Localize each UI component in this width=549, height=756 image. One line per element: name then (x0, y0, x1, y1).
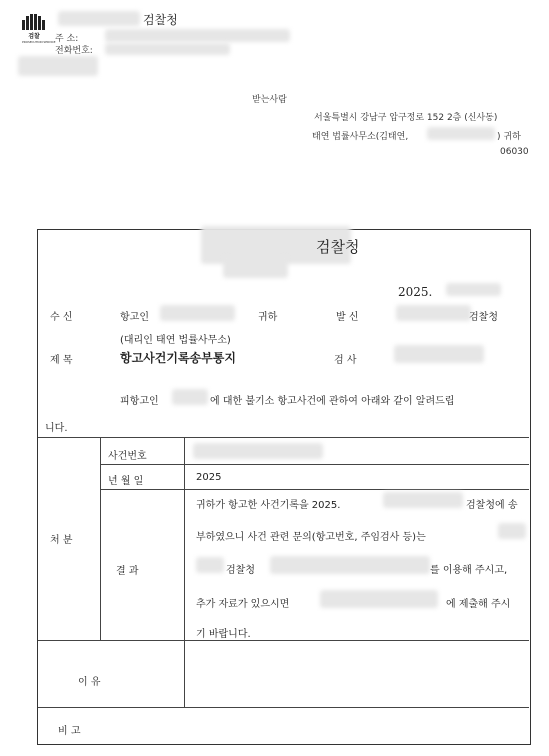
prosecution-logo (22, 14, 56, 50)
subject-value: 항고사건기록송부통지 (120, 351, 236, 365)
body-line2: 니다. (45, 423, 68, 434)
body-line1-end: 에 대한 불기소 항고사건에 관하여 아래와 같이 알려드립 (210, 396, 455, 407)
form-title: 검찰청 (316, 238, 360, 256)
recipient-row-label: 수 신 (50, 312, 73, 323)
notice-form (37, 229, 531, 745)
form-date: 2025. (398, 285, 433, 299)
result-line3-a: 검찰청 (226, 565, 255, 576)
sender-label: 발 신 (336, 312, 359, 323)
logo-subtext: PROSECUTION SERVICE (22, 40, 56, 44)
date-value: 2025 (196, 472, 222, 483)
result-label: 결 과 (116, 566, 139, 577)
recipient-row-value: 항고인 (120, 312, 149, 323)
reason-label: 이 유 (78, 677, 101, 688)
recipient-honorific: 귀하 (258, 312, 278, 323)
logo-bars-icon (22, 14, 46, 30)
sender-value: 검찰청 (469, 312, 498, 323)
recipient-address: 서울특별시 강남구 압구정로 152 2층 (신사동) (314, 113, 498, 123)
result-line5-a: 기 바랍니다. (196, 629, 251, 640)
result-line4-a: 추가 자료가 있으시면 (196, 599, 290, 610)
result-line1-b: 검찰청에 송 (466, 500, 518, 511)
case-number-label: 사건번호 (108, 451, 147, 462)
address-label: 주 소: (55, 34, 79, 44)
result-line3-b: 를 이용해 주시고, (430, 565, 508, 576)
result-line4-b: 에 제출해 주시 (446, 599, 511, 610)
logo-text: 검찰 (28, 33, 40, 40)
disposition-label: 처 분 (50, 535, 73, 546)
prosecutor-label: 검 사 (334, 355, 357, 366)
date-label: 년 월 일 (108, 476, 144, 487)
recipient-label: 받는사람 (252, 95, 287, 105)
recipient-agent: (대리인 태연 법률사무소) (120, 335, 231, 346)
subject-label: 제 목 (50, 355, 73, 366)
body-line1-start: 피항고인 (120, 396, 159, 407)
phone-label: 전화번호: (55, 46, 93, 56)
postal-code: 06030 (500, 147, 529, 157)
recipient-name-prefix: 태연 법률사무소(김태연, (312, 132, 409, 142)
remarks-label: 비 고 (58, 726, 81, 737)
result-line1-a: 귀하가 항고한 사건기록을 2025. (196, 500, 341, 511)
recipient-name-suffix: ) 귀하 (497, 132, 521, 142)
agency-title: 검찰청 (143, 13, 178, 27)
result-line2-a: 부하였으니 사건 관련 문의(항고번호, 주임검사 등)는 (196, 532, 426, 543)
